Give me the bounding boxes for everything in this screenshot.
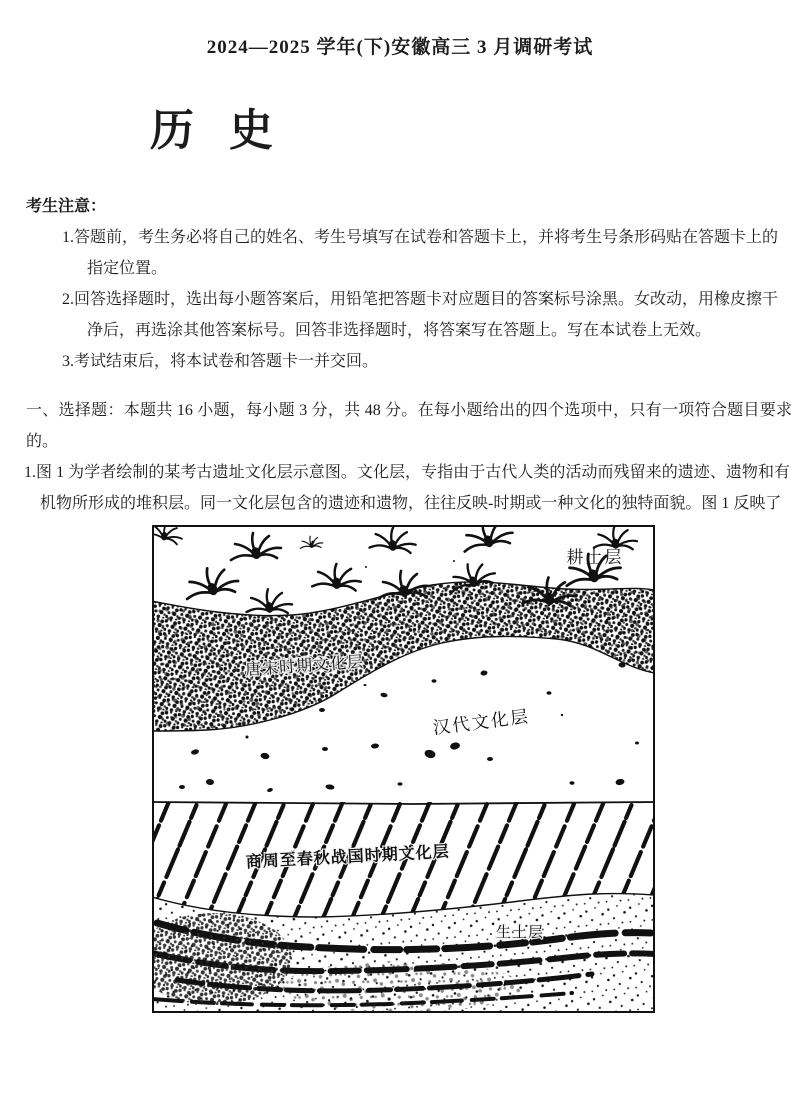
artifact-blob [398,783,403,787]
artifact-blob [364,684,367,686]
artifact-blob [319,708,325,712]
subject-title: 历 史 [150,106,285,155]
section-heading: 一、选择题：本题共 16 小题，每小题 3 分，共 48 分。在每小题给出的四个选项中，只有一项符合题目要求的。 [26,402,792,451]
artifact-blob [432,680,437,684]
artifact-blob [487,757,493,761]
notice-item-3: 3.考试结束后，将本试卷和答题卡一并交回。 [62,353,379,371]
artifact-blob [547,692,552,696]
notice-item-1: 1.答题前，考生务必将自己的姓名、考生号填写在试卷和答题卡上，并将考生号条形码贴在答题卡上的指定位置。 [62,229,779,278]
layer-label-han: 汉代文化层 [431,706,531,739]
layer-label-topsoil: 耕土层 [566,548,624,568]
candidate-notice [26,191,778,377]
layer-label-tang-song: 唐宋时期文化层 [244,654,365,680]
notice-heading: 考生注意： [26,198,107,216]
artifact-blob [635,742,639,745]
sterile-dense-speckle [282,961,522,1013]
artifact-blob [179,785,185,789]
figure-1-stratigraphy-diagram [152,525,655,1013]
layer-label-sterile: 生土层 [495,925,545,942]
question-1-text: 1.图 1 为学者绘制的某考古遗址文化层示意图。文化层，专指由于古代人类的活动而残留来的遗迹、遗物和有机物所形成的堆积层。同一文化层包含的遗迹和遗物，往往反映-时期或一种文化的独特面貌。图 1 反映了 [24,464,790,513]
exam-header-title: 2024—2025 学年(下)安徽高三 3 月调研考试 [206,37,594,58]
layer-label-shang-zhou: 商周至春秋战国时期文化层 [245,844,451,872]
artifact-blob [322,747,328,751]
notice-item-2: 2.回答选择题时，选出每小题答案后，用铅笔把答题卡对应题目的答案标号涂黑。女改动，用橡皮擦干净后，再选涂其他答案标号。回答非选择题时，将答案写在答题上。写在本试卷上无效。 [62,291,779,340]
